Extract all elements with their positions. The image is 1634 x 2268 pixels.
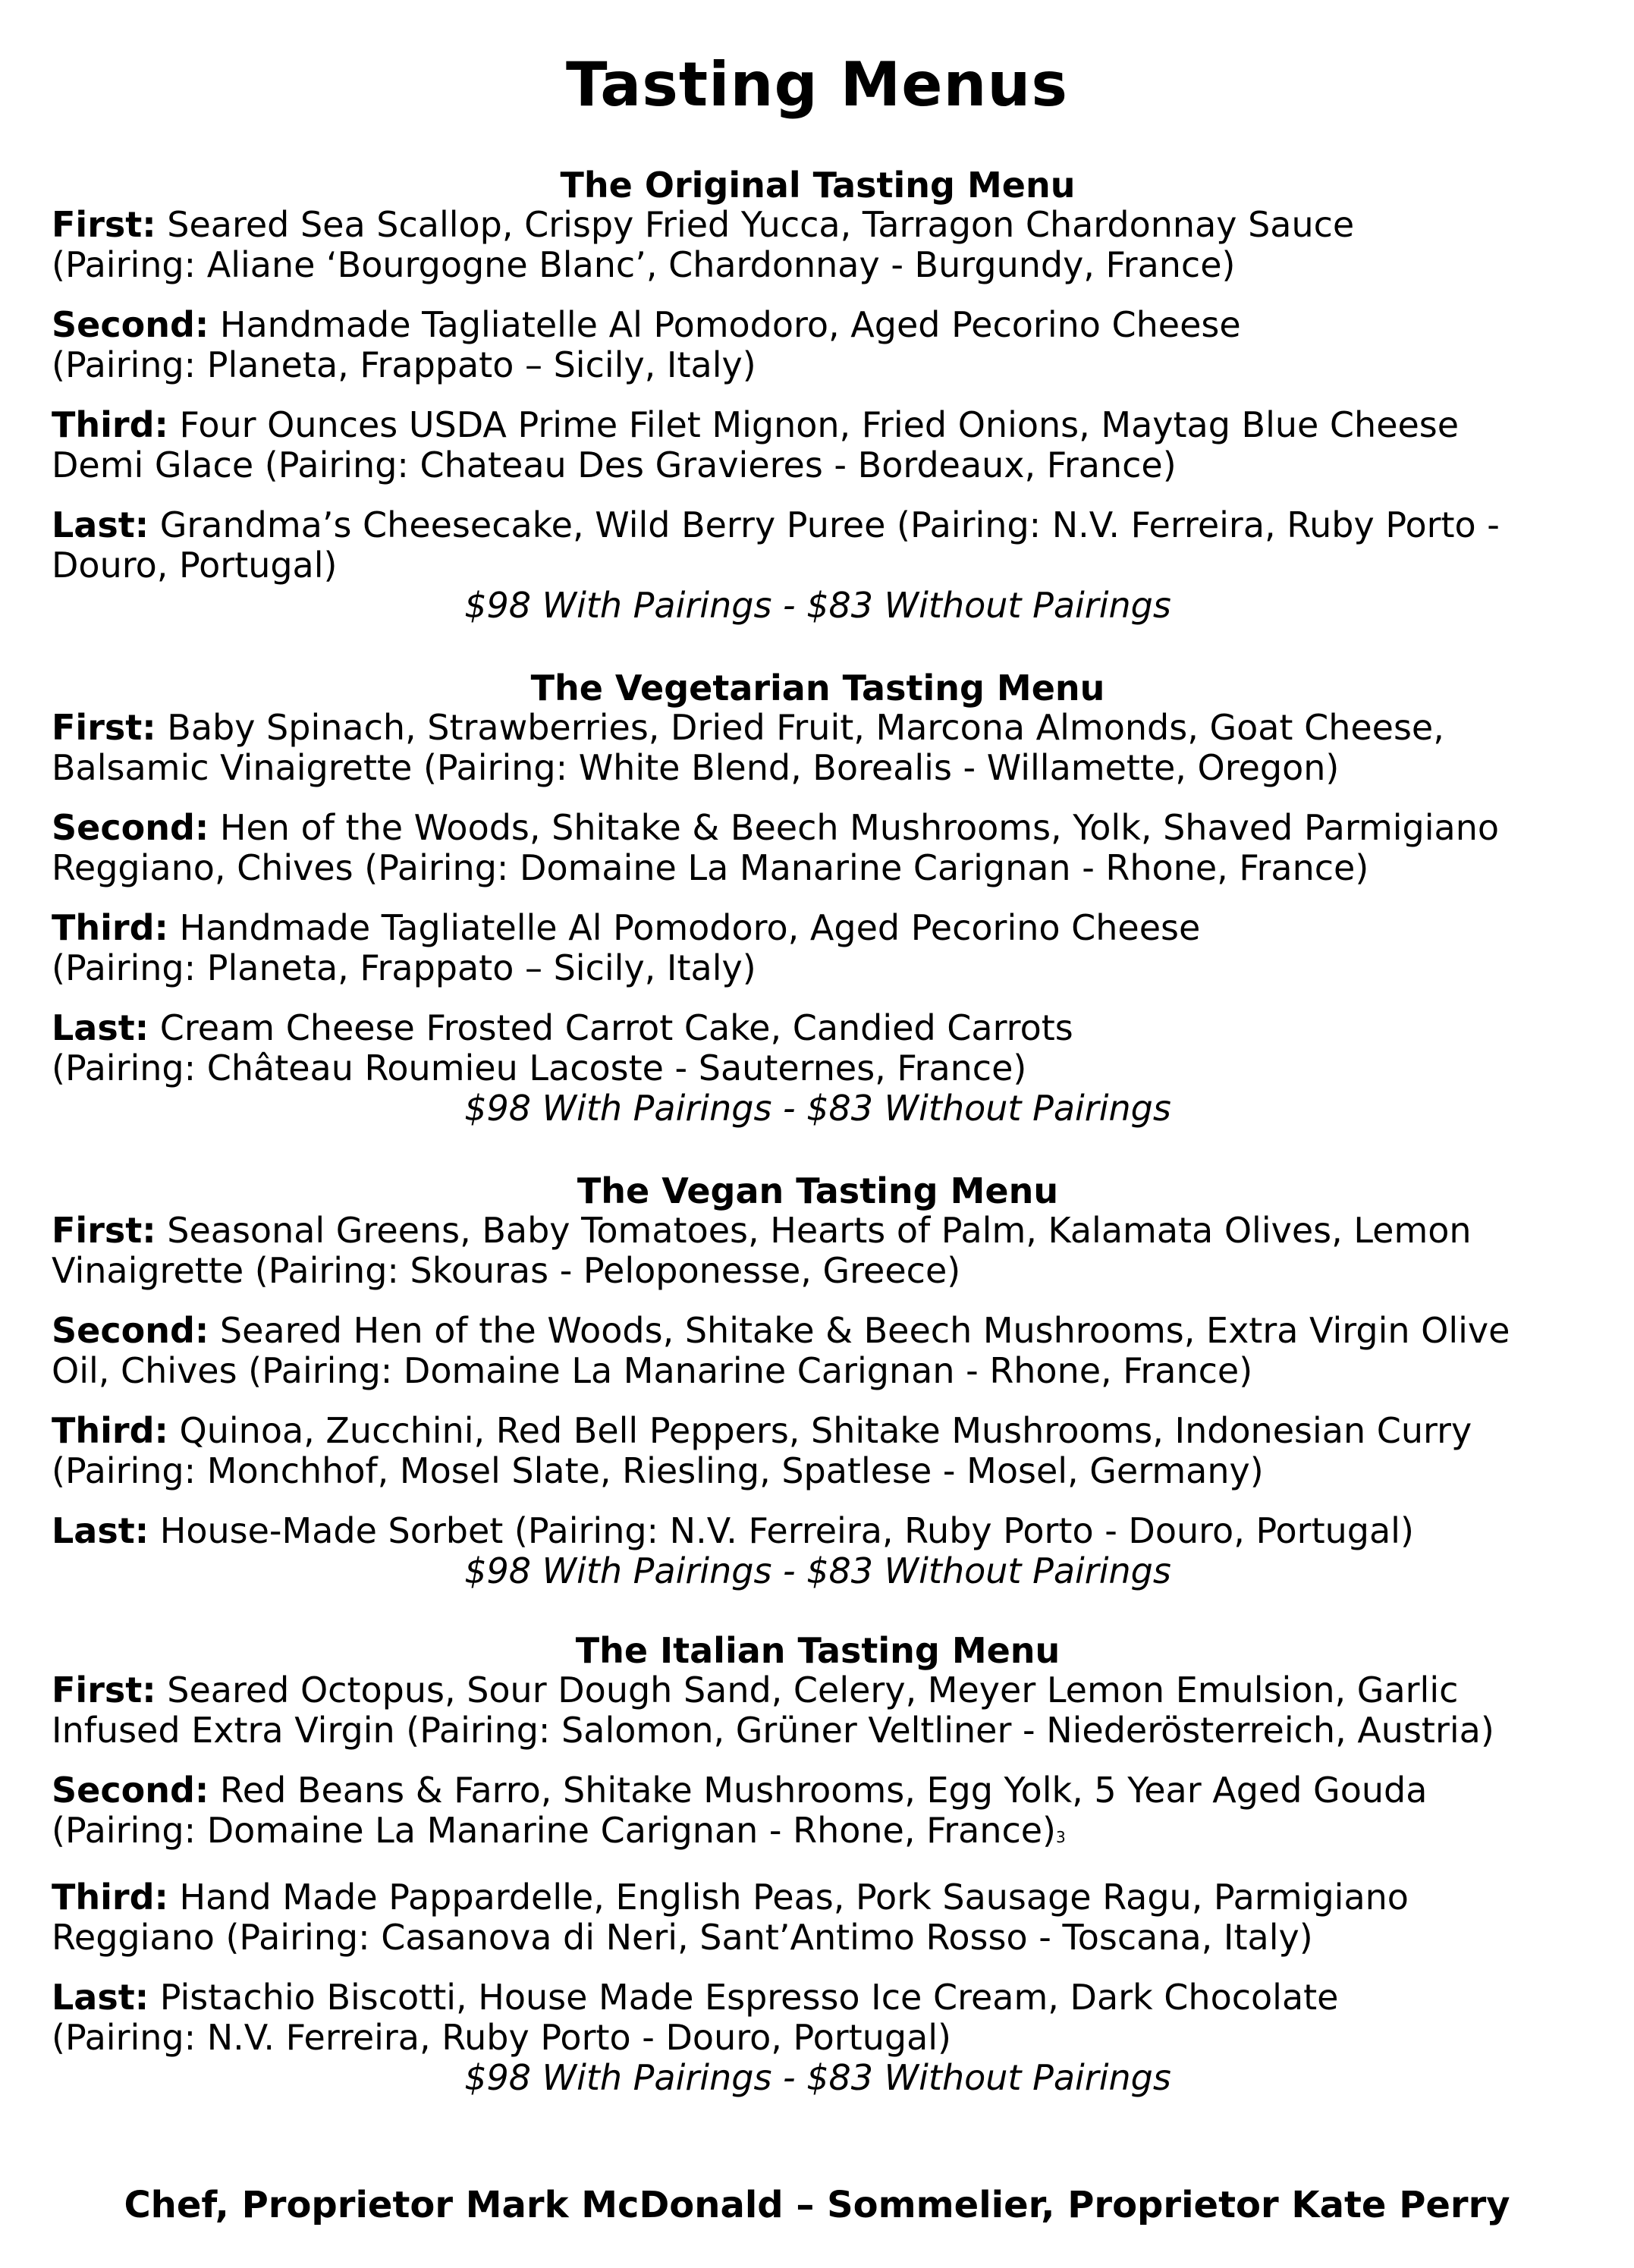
menu-title: The Vegetarian Tasting Menu [530, 668, 1105, 708]
course-description: Seared Hen of the Woods, Shitake & Beech Mushrooms, Extra Virgin Olive [219, 1310, 1510, 1351]
course-label: Second: [52, 1310, 209, 1351]
course-first [52, 708, 1584, 788]
course-label: Second: [52, 1770, 209, 1811]
menu-price: $98 With Pairings - $83 Without Pairings [464, 1088, 1171, 1129]
course-description: Four Ounces USDA Prime Filet Mignon, Fried Onions, Maytag Blue Cheese [179, 404, 1460, 445]
course-pairing: (Pairing: Planeta, Frappato – Sicily, Italy) [52, 947, 756, 988]
course-label: Last: [52, 1007, 149, 1048]
course-pairing: Reggiano, Chives (Pairing: Domaine La Manarine Carignan - Rhone, France) [52, 847, 1369, 888]
menu-price: $98 With Pairings - $83 Without Pairings [464, 2057, 1171, 2098]
course-pairing: (Pairing: N.V. Ferreira, Ruby Porto - Douro, Portugal) [52, 2017, 951, 2058]
course-description: Quinoa, Zucchini, Red Bell Peppers, Shitake Mushrooms, Indonesian Curry [179, 1410, 1472, 1451]
course-description: Handmade Tagliatelle Al Pomodoro, Aged Pecorino Cheese [219, 304, 1241, 345]
course-last [52, 1977, 1584, 2058]
course-description: Red Beans & Farro, Shitake Mushrooms, Egg Yolk, 5 Year Aged Gouda [219, 1770, 1428, 1811]
course-description: Hand Made Pappardelle, English Peas, Pork Sausage Ragu, Parmigiano [179, 1877, 1409, 1918]
course-description: Seasonal Greens, Baby Tomatoes, Hearts of Palm, Kalamata Olives, Lemon [167, 1210, 1472, 1251]
course-label: First: [52, 204, 156, 245]
course-pairing: (Pairing: Domaine La Manarine Carignan - Rhone, France) [52, 1810, 1057, 1851]
course-pairing: Reggiano (Pairing: Casanova di Neri, Sant’Antimo Rosso - Toscana, Italy) [52, 1917, 1313, 1958]
vegan-tasting-menu [52, 1171, 1584, 1591]
course-description: Grandma’s Cheesecake, Wild Berry Puree (Pairing: N.V. Ferreira, Ruby Porto - [159, 504, 1500, 545]
course-label: Second: [52, 807, 209, 848]
course-label: First: [52, 1670, 156, 1710]
menu-price: $98 With Pairings - $83 Without Pairings [464, 1550, 1171, 1591]
course-label: Last: [52, 504, 149, 545]
menu-title: The Original Tasting Menu [560, 165, 1076, 206]
menu-title: The Vegan Tasting Menu [577, 1170, 1059, 1211]
original-tasting-menu [52, 165, 1584, 626]
menu-price: $98 With Pairings - $83 Without Pairings [464, 585, 1171, 626]
course-description: Cream Cheese Frosted Carrot Cake, Candied Carrots [159, 1007, 1073, 1048]
course-description: Seared Sea Scallop, Crispy Fried Yucca, Tarragon Chardonnay Sauce [167, 204, 1355, 245]
course-pairing: Douro, Portugal) [52, 545, 338, 586]
course-first [52, 1670, 1584, 1751]
italian-tasting-menu [52, 1631, 1584, 2098]
course-description: House-Made Sorbet (Pairing: N.V. Ferreira, Ruby Porto - Douro, Portugal) [159, 1510, 1414, 1551]
course-pairing: (Pairing: Château Roumieu Lacoste - Sauternes, France) [52, 1048, 1027, 1088]
course-label: Third: [52, 1410, 168, 1451]
course-label: Third: [52, 1877, 168, 1918]
page-mark: 3 [1056, 1828, 1066, 1846]
course-description: Handmade Tagliatelle Al Pomodoro, Aged Pecorino Cheese [179, 907, 1201, 948]
course-description: Pistachio Biscotti, House Made Espresso Ice Cream, Dark Chocolate [159, 1977, 1339, 2018]
course-third [52, 908, 1584, 988]
course-pairing: (Pairing: Aliane ‘Bourgogne Blanc’, Chardonnay - Burgundy, France) [52, 244, 1236, 285]
course-label: First: [52, 1210, 156, 1251]
course-third [52, 1877, 1584, 1958]
course-pairing: Vinaigrette (Pairing: Skouras - Peloponesse, Greece) [52, 1250, 961, 1291]
footer-credit: Chef, Proprietor Mark McDonald – Sommelier, Proprietor Kate Perry [124, 2184, 1510, 2226]
course-label: Second: [52, 304, 209, 345]
course-description: Seared Octopus, Sour Dough Sand, Celery, Meyer Lemon Emulsion, Garlic [167, 1670, 1459, 1710]
page-title: Tasting Menus [566, 49, 1068, 120]
course-second [52, 305, 1584, 385]
course-second [52, 808, 1584, 888]
menu-title: The Italian Tasting Menu [575, 1630, 1061, 1671]
course-pairing: Infused Extra Virgin (Pairing: Salomon, Grüner Veltliner - Niederösterreich, Austria) [52, 1710, 1494, 1751]
course-label: Third: [52, 404, 168, 445]
course-first [52, 1211, 1584, 1291]
course-second [52, 1311, 1584, 1391]
course-first [52, 205, 1584, 285]
course-last [52, 1511, 1584, 1551]
course-third [52, 405, 1584, 485]
course-pairing: (Pairing: Monchhof, Mosel Slate, Riesling, Spatlese - Mosel, Germany) [52, 1450, 1264, 1491]
course-label: First: [52, 707, 156, 748]
course-last [52, 505, 1584, 586]
course-pairing: Demi Glace (Pairing: Chateau Des Gravieres - Bordeaux, France) [52, 444, 1177, 485]
course-third [52, 1411, 1584, 1491]
course-description: Baby Spinach, Strawberries, Dried Fruit, Marcona Almonds, Goat Cheese, [167, 707, 1444, 748]
course-label: Third: [52, 907, 168, 948]
course-second [52, 1770, 1584, 1858]
course-pairing: (Pairing: Planeta, Frappato – Sicily, Italy) [52, 344, 756, 385]
course-label: Last: [52, 1510, 149, 1551]
course-description: Hen of the Woods, Shitake & Beech Mushrooms, Yolk, Shaved Parmigiano [219, 807, 1500, 848]
course-last [52, 1008, 1584, 1088]
course-label: Last: [52, 1977, 149, 2018]
vegetarian-tasting-menu [52, 668, 1584, 1129]
course-pairing: Oil, Chives (Pairing: Domaine La Manarine Carignan - Rhone, France) [52, 1350, 1253, 1391]
course-pairing: Balsamic Vinaigrette (Pairing: White Blend, Borealis - Willamette, Oregon) [52, 747, 1340, 788]
